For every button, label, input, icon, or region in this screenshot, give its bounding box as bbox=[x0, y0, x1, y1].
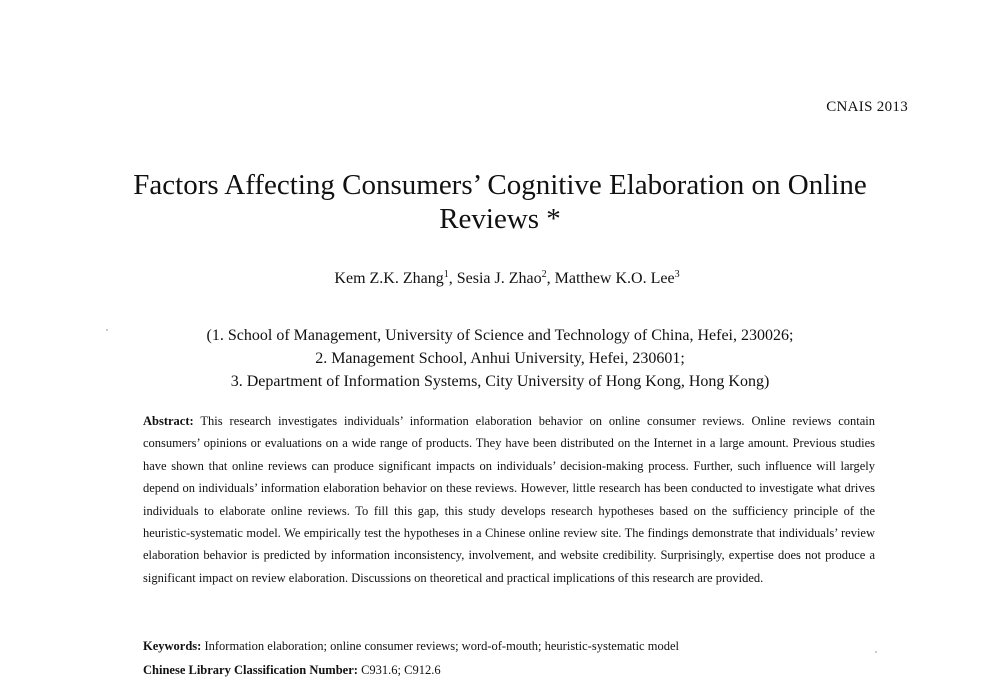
conference-tag: CNAIS 2013 bbox=[826, 99, 908, 115]
keywords bbox=[143, 635, 875, 657]
keywords-label: Keywords: bbox=[143, 639, 202, 653]
affiliation-list bbox=[0, 324, 1000, 393]
affiliation-line: (1. School of Management, University of Science and Technology of China, Hefei, 230026; bbox=[206, 327, 794, 344]
classification-number bbox=[143, 659, 875, 681]
keywords-text: Information elaboration; online consumer reviews; word-of-mouth; heuristic-systematic model bbox=[204, 639, 679, 653]
abstract-text: This research investigates individuals’ information elaboration behavior on online consumer reviews. Online reviews contain consumers’ opinions or evaluations on a wide range of products. They have been distributed on the Internet in a large amount. Previous studies have shown that online reviews can produce significant impacts on individuals’ decision-making process. Further, such influence will largely depend on individuals’ information elaboration behavior on these reviews. However, little research has been conducted to investigate what drives individuals to elaborate online reviews. To fill this gap, this study develops research hypotheses based on the sufficiency principle of the heuristic-systematic model. We empirically test the hypotheses in a Chinese online review site. The findings demonstrate that individuals’ review elaboration behavior is predicted by information inconsistency, involvement, and website credibility. Surprisingly, expertise does not produce a significant impact on review elaboration. Discussions on theoretical and practical implications of this research are provided. bbox=[143, 414, 876, 585]
classification-text: C931.6; C912.6 bbox=[361, 663, 441, 677]
author-affiliation-mark: 3 bbox=[674, 269, 680, 280]
paper-title bbox=[100, 168, 900, 236]
title-line-2: Reviews * bbox=[439, 203, 561, 235]
scan-speck bbox=[875, 651, 877, 653]
author-name: Sesia J. Zhao bbox=[456, 270, 542, 287]
title-line-1: Factors Affecting Consumers’ Cognitive Elaboration on Online bbox=[133, 169, 867, 201]
author-separator: , bbox=[546, 270, 555, 287]
author-name: Kem Z.K. Zhang bbox=[334, 270, 444, 287]
author-list bbox=[0, 270, 1000, 288]
author-separator: , bbox=[448, 270, 457, 287]
author-affiliation-mark: 1 bbox=[443, 269, 449, 280]
abstract bbox=[143, 410, 875, 589]
author-name: Matthew K.O. Lee bbox=[554, 270, 675, 287]
affiliation-line: 2. Management School, Anhui University, Hefei, 230601; bbox=[315, 350, 685, 367]
affiliation-line: 3. Department of Information Systems, City University of Hong Kong, Hong Kong) bbox=[230, 373, 770, 390]
classification-label: Chinese Library Classification Number: bbox=[143, 663, 358, 677]
scan-speck bbox=[106, 329, 108, 331]
abstract-label: Abstract: bbox=[143, 414, 194, 428]
author-affiliation-mark: 2 bbox=[541, 269, 547, 280]
